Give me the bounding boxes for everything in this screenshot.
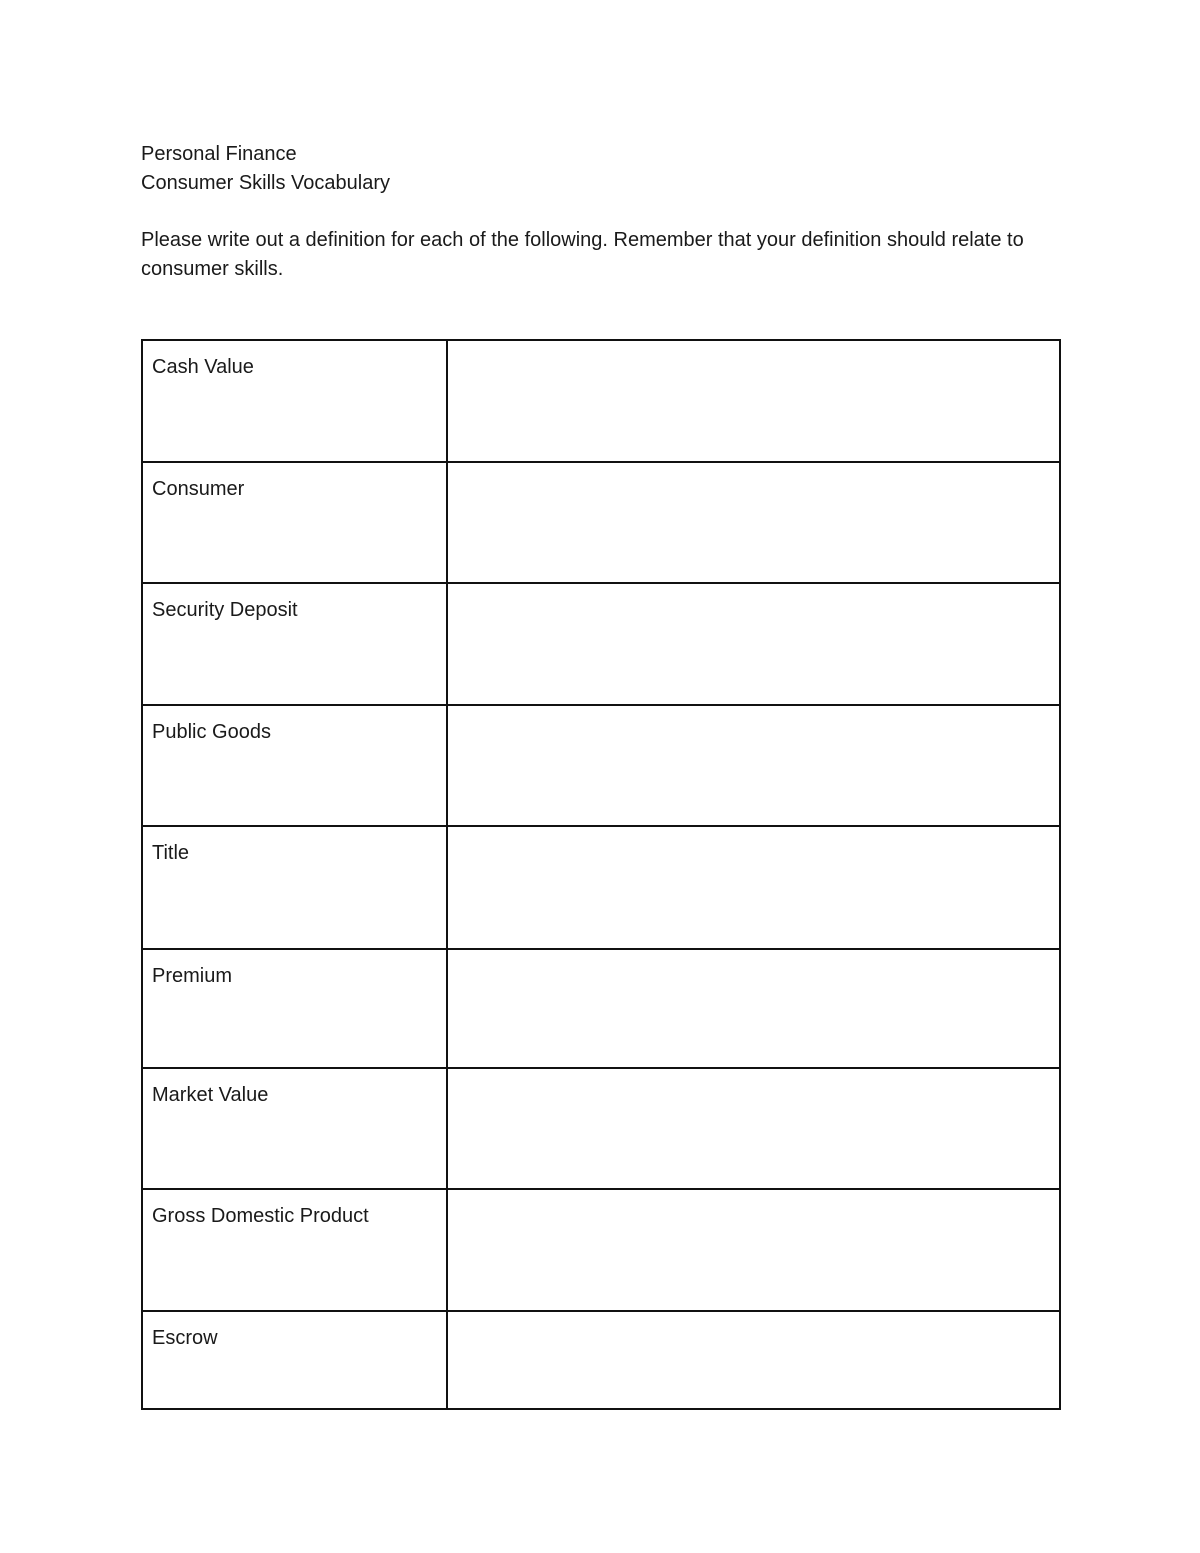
definition-cell[interactable] [447,705,1060,826]
term-cell: Premium [142,949,447,1068]
definition-cell[interactable] [447,462,1060,583]
term-cell: Public Goods [142,705,447,826]
worksheet-subtitle: Consumer Skills Vocabulary [141,172,390,194]
term-cell: Escrow [142,1311,447,1409]
table-row [142,705,1060,826]
table-row [142,1189,1060,1311]
table-row [142,583,1060,705]
term-cell: Title [142,826,447,949]
term-cell: Consumer [142,462,447,583]
table-row [142,340,1060,462]
table-row [142,462,1060,583]
definition-cell[interactable] [447,1189,1060,1311]
vocabulary-table [141,339,1061,1410]
table-row [142,1311,1060,1409]
term-cell: Market Value [142,1068,447,1189]
term-cell: Cash Value [142,340,447,462]
definition-cell[interactable] [447,1068,1060,1189]
course-title: Personal Finance [141,143,297,165]
definition-cell[interactable] [447,826,1060,949]
definition-cell[interactable] [447,340,1060,462]
definition-cell[interactable] [447,1311,1060,1409]
term-cell: Security Deposit [142,583,447,705]
table-row [142,949,1060,1068]
table-row [142,826,1060,949]
instructions-text: Please write out a definition for each of the following. Remember that your definition should relate to consumer skills. [141,229,1024,280]
term-cell: Gross Domestic Product [142,1189,447,1311]
definition-cell[interactable] [447,583,1060,705]
definition-cell[interactable] [447,949,1060,1068]
table-row [142,1068,1060,1189]
